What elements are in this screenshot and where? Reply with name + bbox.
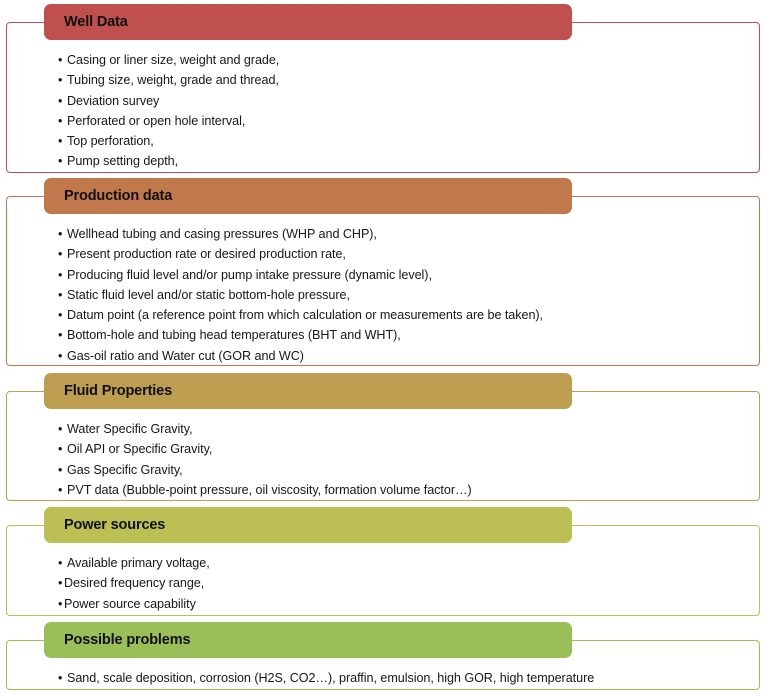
list-item bbox=[58, 325, 748, 345]
bullet-icon: • bbox=[58, 328, 63, 343]
bullet-icon: • bbox=[58, 576, 63, 591]
list-item bbox=[58, 460, 748, 480]
bullet-icon: • bbox=[58, 53, 63, 67]
bullet-icon: • bbox=[58, 482, 63, 497]
list-item-label: Casing or liner size, weight and grade, bbox=[67, 53, 280, 67]
list-item bbox=[58, 594, 748, 614]
bullet-icon: • bbox=[58, 308, 63, 323]
section-header-tab[interactable] bbox=[44, 507, 572, 543]
list-item-label: Tubing size, weight, grade and thread, bbox=[67, 73, 279, 88]
section-bullet-list bbox=[58, 50, 748, 172]
list-item-label: Water Specific Gravity, bbox=[67, 422, 193, 436]
list-item bbox=[58, 419, 748, 439]
list-item-label: Gas-oil ratio and Water cut (GOR and WC) bbox=[67, 348, 304, 363]
list-item-label: Present production rate or desired production rate, bbox=[67, 247, 346, 262]
list-item bbox=[58, 224, 748, 244]
list-item bbox=[58, 131, 748, 151]
list-item bbox=[58, 151, 748, 171]
bullet-icon: • bbox=[58, 287, 63, 302]
bullet-icon: • bbox=[58, 442, 63, 457]
bullet-icon: • bbox=[58, 113, 63, 128]
list-item-label: Deviation survey bbox=[67, 93, 160, 108]
list-item-label: Wellhead tubing and casing pressures (WHP and CHP), bbox=[67, 227, 377, 241]
bullet-icon: • bbox=[58, 671, 63, 685]
list-item-label: Static fluid level and/or static bottom-hole pressure, bbox=[67, 287, 350, 302]
list-item bbox=[58, 91, 748, 111]
list-item bbox=[58, 50, 748, 70]
section-header-tab[interactable] bbox=[44, 4, 572, 40]
section-title: Power sources bbox=[64, 517, 166, 533]
section-title: Possible problems bbox=[64, 632, 191, 648]
list-item bbox=[58, 346, 748, 366]
list-item bbox=[58, 70, 748, 90]
list-item bbox=[58, 573, 748, 593]
section-bullet-list bbox=[58, 553, 748, 614]
list-item bbox=[58, 668, 748, 688]
list-item-label: Sand, scale deposition, corrosion (H2S, CO2…), praffin, emulsion, high GOR, high temperature bbox=[67, 671, 595, 685]
bullet-icon: • bbox=[58, 154, 63, 169]
list-item bbox=[58, 285, 748, 305]
list-item-label: Power source capability bbox=[64, 596, 196, 611]
bullet-icon: • bbox=[58, 247, 63, 262]
list-item bbox=[58, 553, 748, 573]
list-item bbox=[58, 480, 748, 500]
list-item bbox=[58, 111, 748, 131]
bullet-icon: • bbox=[58, 267, 63, 282]
bullet-icon: • bbox=[58, 93, 63, 108]
bullet-icon: • bbox=[58, 227, 63, 241]
bullet-icon: • bbox=[58, 134, 63, 149]
section-title: Fluid Properties bbox=[64, 383, 172, 399]
section-bullet-list bbox=[58, 668, 748, 688]
section-header-tab[interactable] bbox=[44, 178, 572, 214]
section-header-tab[interactable] bbox=[44, 622, 572, 658]
section-title: Well Data bbox=[64, 14, 128, 30]
bullet-icon: • bbox=[58, 556, 63, 570]
section-header-tab[interactable] bbox=[44, 373, 572, 409]
list-item-label: Available primary voltage, bbox=[67, 556, 210, 570]
list-item-label: Gas Specific Gravity, bbox=[67, 462, 183, 477]
list-item bbox=[58, 439, 748, 459]
bullet-icon: • bbox=[58, 73, 63, 88]
list-item-label: PVT data (Bubble-point pressure, oil viscosity, formation volume factor…) bbox=[67, 482, 472, 497]
list-item bbox=[58, 265, 748, 285]
list-item-label: Pump setting depth, bbox=[67, 154, 179, 169]
bullet-icon: • bbox=[58, 462, 63, 477]
bullet-icon: • bbox=[58, 422, 63, 436]
list-item-label: Datum point (a reference point from which calculation or measurements are be taken), bbox=[67, 308, 543, 323]
bullet-icon: • bbox=[58, 348, 63, 363]
bullet-icon: • bbox=[58, 596, 63, 611]
section-bullet-list bbox=[58, 419, 748, 500]
list-item-label: Oil API or Specific Gravity, bbox=[67, 442, 213, 457]
section-title: Production data bbox=[64, 188, 173, 204]
section-bullet-list bbox=[58, 224, 748, 366]
list-item-label: Perforated or open hole interval, bbox=[67, 113, 246, 128]
list-item-label: Producing fluid level and/or pump intake pressure (dynamic level), bbox=[67, 267, 432, 282]
list-item-label: Bottom-hole and tubing head temperatures (BHT and WHT), bbox=[67, 328, 401, 343]
list-item-label: Desired frequency range, bbox=[64, 576, 205, 591]
list-item bbox=[58, 244, 748, 264]
list-item-label: Top perforation, bbox=[67, 134, 154, 149]
list-item bbox=[58, 305, 748, 325]
